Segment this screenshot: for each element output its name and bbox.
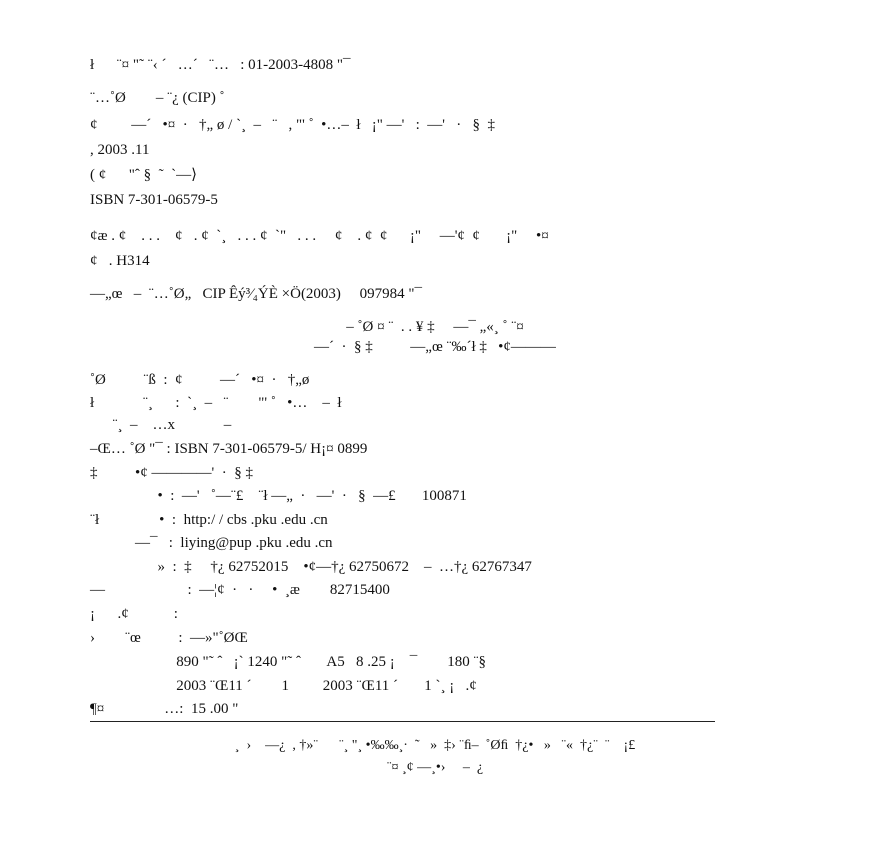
page-line: ¨…˚Ø – ¨¿ (CIP) ˚ [90,90,225,106]
page-line: ¢ . H314 [90,253,150,269]
info-line: ł ¨¸ : `¸ – ¨ "' ˚ •… – ł [90,395,342,411]
page-line: ł ¨¤ "˜ ¨‹ ´ …´ ¨… : 01-2003-4808 "¯ [90,57,351,73]
price-line: ¶¤ …: 15 .00 " [90,701,239,717]
page-line: ( ¢ "ˆ § ˜ `—⟩ [90,167,197,183]
info-line: ‡ •¢ ————' · § ‡ [90,465,253,481]
phone-line: — : —¦¢ · · • ¸æ 82715400 [90,582,390,598]
address-line: • : —' ˚—¨£ ¨ł —„ · —' · § —£ 100871 [90,488,467,504]
page-line: ¢ —´ •¤ · †„ ø / `¸ – ¨ , "' ˚ •…– ł ¡" —' : —' · § ‡ [90,117,495,133]
email-line: —¯ : liying@pup .pku .edu .cn [90,535,333,551]
divider-rule [90,721,715,722]
centered-line: – ˚Ø ¤ ¨ . . ¥ ‡ —¯ „«¸ ˚ ¨¤ [346,319,524,335]
info-line: › ¨œ : —»"˚ØŒ [90,630,248,646]
info-line: ¨¸ – …x – [90,417,232,433]
edition-line: 2003 ¨Œ11 ´ 1 2003 ¨Œ11 ´ 1 `¸ ¡ .¢ [90,678,477,694]
phone-line: » : ‡ †¿ 62752015 •¢—†¿ 62750672 – …†¿ 62767347 [90,559,532,575]
page-line: , 2003 .11 [90,142,150,158]
isbn-info-line: –Œ… ˚Ø "¯ : ISBN 7-301-06579-5/ H¡¤ 0899 [90,441,368,457]
cip-line: —„œ – ¨…˚Ø„ CIP Êý³⁄₄ÝÈ ×Ö(2003) 097984 "¯ [90,286,423,302]
centered-line: —´ · § ‡ —„œ ¨‰´ł ‡ •¢——— [314,339,556,355]
footer-line: ¨¤ ¸¢ —¸•› – ¿ [386,760,484,775]
info-line: ˚Ø ¨ß : ¢ —´ •¤ · †„ø [90,372,310,388]
page-line: ¢æ . ¢ . . . ¢ . ¢ `¸ . . . ¢ `" . . . ¢ . ¢ ¢ ¡" —'¢ ¢ ¡" •¤ [90,228,549,244]
info-line: ¡ .¢ : [90,606,178,622]
website-line: ¨ł • : http:/ / cbs .pku .edu .cn [90,512,328,528]
footer-line: ¸ › —¿ , †»¨ ¨¸ "¸ •‰‰¸· ˜ » ‡› ¨ﬁ– ˚Øﬁ †¿• » ¨« †¿¨ ¨ ¡£ [234,738,636,753]
isbn-line: ISBN 7-301-06579-5 [90,192,218,208]
format-line: 890 "˜ ˆ ¡` 1240 "˜ ˆ A5 8 .25 ¡ ¯ 180 ¨§ [90,654,486,670]
